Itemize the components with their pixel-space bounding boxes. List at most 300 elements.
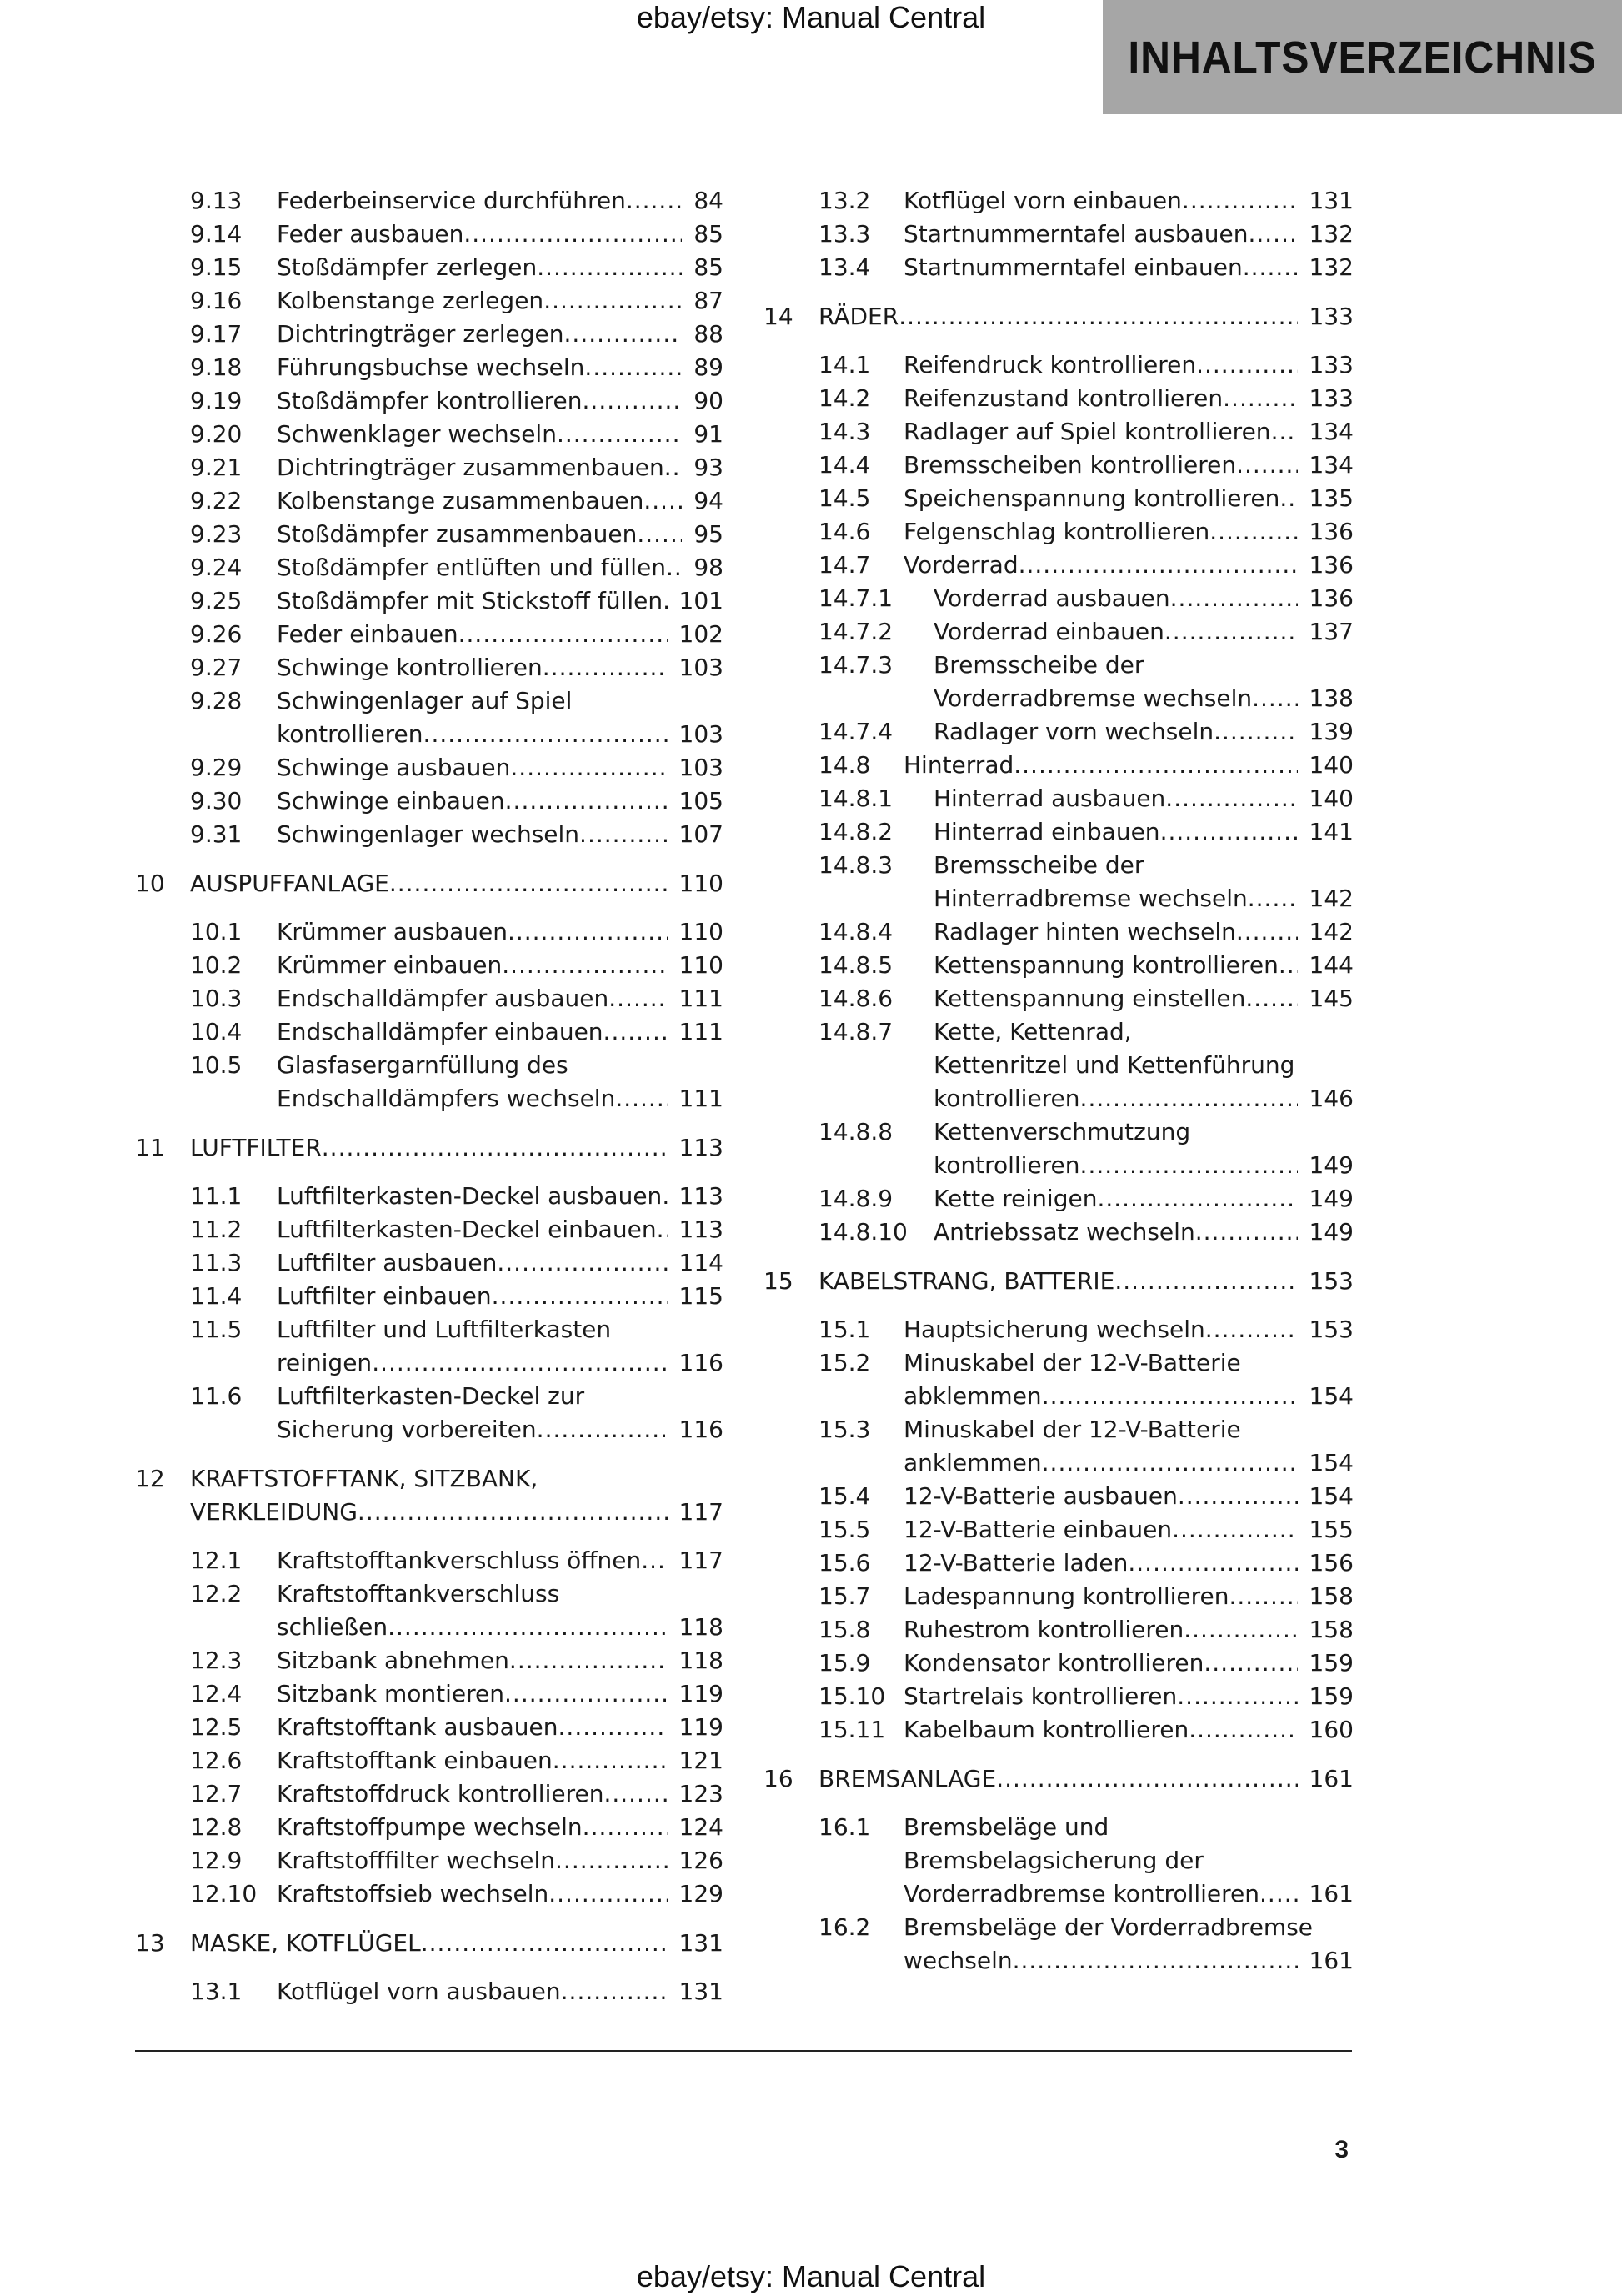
toc-entry[interactable] xyxy=(763,1513,1354,1547)
toc-entry-title: wechseln xyxy=(904,1947,1013,1974)
toc-entry-page: 103 xyxy=(678,654,723,681)
toc-leader-dots xyxy=(388,1611,667,1644)
toc-entry-number: 14.8.2 xyxy=(819,818,894,845)
toc-entry[interactable] xyxy=(763,915,1354,949)
toc-entry[interactable] xyxy=(763,482,1354,515)
toc-entry[interactable] xyxy=(135,1844,723,1877)
toc-entry-title: Minuskabel der 12-V-Batterie xyxy=(904,1416,1241,1443)
toc-entry[interactable] xyxy=(763,300,1354,333)
toc-entry[interactable] xyxy=(135,1015,723,1049)
toc-entry[interactable] xyxy=(135,384,723,418)
toc-entry-number: 14.6 xyxy=(819,518,871,545)
toc-entry-title: Radlager auf Spiel kontrollieren xyxy=(904,418,1271,445)
toc-entry-page: 113 xyxy=(678,1182,723,1210)
toc-entry-number: 9.18 xyxy=(190,353,243,381)
toc-leader-dots xyxy=(1248,218,1297,251)
toc-entry-title: Dichtringträger zusammenbauen xyxy=(277,454,664,481)
toc-entry-number: 14.5 xyxy=(819,484,871,512)
toc-entry-title: Hinterrad xyxy=(904,751,1014,779)
toc-entry-title: Federbeinservice durchführen xyxy=(277,187,626,214)
toc-entry-title: Startnummerntafel einbauen xyxy=(904,253,1243,281)
toc-entry[interactable] xyxy=(763,782,1354,815)
toc-entry[interactable] xyxy=(763,715,1354,749)
toc-leader-dots xyxy=(1189,1713,1297,1747)
toc-entry[interactable] xyxy=(135,1927,723,1960)
toc-entry-title: Kraftstofftank ausbauen xyxy=(277,1713,558,1741)
toc-entry-number: 12.5 xyxy=(190,1713,243,1741)
toc-entry[interactable] xyxy=(135,1462,723,1529)
toc-entry-number: 14.7.4 xyxy=(819,718,894,745)
toc-entry-title: Luftfilterkasten-Deckel zur xyxy=(277,1382,585,1410)
toc-leader-dots xyxy=(1042,1380,1298,1413)
toc-entry-page: 158 xyxy=(1309,1616,1354,1643)
toc-entry[interactable] xyxy=(135,251,723,284)
toc-entry-number: 9.17 xyxy=(190,320,243,348)
toc-leader-dots xyxy=(1236,449,1297,482)
toc-entry-page: 110 xyxy=(678,918,723,945)
toc-entry[interactable] xyxy=(763,1346,1354,1413)
toc-leader-dots xyxy=(1080,1149,1298,1182)
toc-entry-page: 159 xyxy=(1309,1682,1354,1710)
toc-entry[interactable] xyxy=(135,651,723,684)
toc-entry[interactable] xyxy=(135,751,723,785)
toc-leader-dots xyxy=(1164,615,1298,649)
toc-entry-title: Minuskabel der 12-V-Batterie xyxy=(904,1349,1241,1376)
toc-entry-title: KABELSTRANG, BATTERIE xyxy=(819,1267,1115,1295)
toc-leader-dots xyxy=(423,718,668,751)
toc-entry-number: 9.27 xyxy=(190,654,243,681)
toc-entry-number: 9.31 xyxy=(190,820,243,848)
toc-entry-title: Kette, Kettenrad, xyxy=(934,1018,1132,1045)
toc-entry-title: Kette reinigen xyxy=(934,1185,1098,1212)
toc-entry-title: Hauptsicherung wechseln xyxy=(904,1316,1205,1343)
toc-entry[interactable] xyxy=(763,1115,1354,1182)
toc-entry[interactable] xyxy=(763,382,1354,415)
toc-entry-page: 156 xyxy=(1309,1549,1354,1577)
toc-entry[interactable] xyxy=(135,1544,723,1577)
toc-entry-title: Feder einbauen xyxy=(277,620,458,648)
toc-entry-title: Schwinge kontrollieren xyxy=(277,654,543,681)
toc-entry-number: 15 xyxy=(763,1267,793,1295)
toc-leader-dots xyxy=(1196,348,1297,382)
toc-entry-title: Kondensator kontrollieren xyxy=(904,1649,1204,1677)
toc-leader-dots xyxy=(637,518,682,551)
toc-leader-dots xyxy=(463,218,682,251)
toc-entry[interactable] xyxy=(135,867,723,900)
toc-entry[interactable] xyxy=(763,582,1354,615)
toc-leader-dots xyxy=(458,618,668,651)
toc-entry-number: 15.7 xyxy=(819,1582,871,1610)
toc-entry[interactable] xyxy=(763,1480,1354,1513)
toc-entry-number: 12 xyxy=(135,1465,165,1492)
toc-entry[interactable] xyxy=(763,184,1354,218)
toc-entry[interactable] xyxy=(135,1975,723,2008)
toc-entry-page: 149 xyxy=(1309,1185,1354,1212)
toc-entry-title: Reifendruck kontrollieren xyxy=(904,351,1197,378)
toc-entry[interactable] xyxy=(135,551,723,584)
toc-entry[interactable] xyxy=(763,515,1354,549)
toc-entry-title: MASKE, KOTFLÜGEL xyxy=(190,1929,421,1957)
toc-entry-title: Kraftstofffilter wechseln xyxy=(277,1847,556,1874)
toc-leader-dots xyxy=(505,785,668,818)
watermark-bottom: ebay/etsy: Manual Central xyxy=(636,2259,986,2293)
toc-entry-page: 111 xyxy=(678,985,723,1012)
page-number: 3 xyxy=(1334,2136,1349,2163)
toc-entry[interactable] xyxy=(763,615,1354,649)
toc-entry-page: 103 xyxy=(678,720,723,748)
toc-entry-number: 13.1 xyxy=(190,1978,243,2005)
toc-entry[interactable] xyxy=(135,618,723,651)
toc-entry[interactable] xyxy=(135,218,723,251)
toc-entry-page: 154 xyxy=(1309,1382,1354,1410)
toc-entry-number: 13 xyxy=(135,1929,165,1957)
toc-entry-page: 107 xyxy=(678,820,723,848)
toc-entry-page: 142 xyxy=(1309,918,1354,945)
toc-entry-page: 138 xyxy=(1309,684,1354,712)
toc-entry[interactable] xyxy=(135,1744,723,1777)
toc-entry[interactable] xyxy=(763,1613,1354,1647)
toc-entry-page: 140 xyxy=(1309,785,1354,812)
toc-entry-title: Speichenspannung kontrollieren xyxy=(904,484,1280,512)
toc-entry-number: 14.8.1 xyxy=(819,785,894,812)
toc-entry-title: Kotflügel vorn ausbauen xyxy=(277,1978,561,2005)
toc-leader-dots xyxy=(508,915,668,949)
toc-entry-page: 119 xyxy=(678,1680,723,1707)
toc-entry-title: Schwingenlager wechseln xyxy=(277,820,580,848)
toc-entry-title: Krümmer einbauen xyxy=(277,951,503,979)
toc-entry-number: 12.3 xyxy=(190,1647,243,1674)
toc-leader-dots xyxy=(1252,682,1297,715)
toc-entry[interactable] xyxy=(135,818,723,851)
toc-entry[interactable] xyxy=(135,1677,723,1711)
toc-entry[interactable] xyxy=(135,1313,723,1380)
toc-entry-number: 15.8 xyxy=(819,1616,871,1643)
toc-entry[interactable] xyxy=(763,1713,1354,1747)
toc-leader-dots xyxy=(641,1544,667,1577)
toc-entry-title: kontrollieren xyxy=(934,1085,1080,1112)
toc-entry-page: 110 xyxy=(678,951,723,979)
toc-entry[interactable] xyxy=(763,415,1354,449)
toc-entry[interactable] xyxy=(763,218,1354,251)
toc-entry-number: 12.6 xyxy=(190,1747,243,1774)
toc-entry[interactable] xyxy=(763,1313,1354,1346)
toc-entry-title: Bremsbeläge und xyxy=(904,1813,1109,1841)
toc-entry-number: 9.25 xyxy=(190,587,243,614)
toc-entry-title: Kettenspannung kontrollieren xyxy=(934,951,1279,979)
toc-entry[interactable] xyxy=(135,1280,723,1313)
toc-entry-page: 161 xyxy=(1309,1765,1354,1792)
toc-entry-number: 12.7 xyxy=(190,1780,243,1807)
toc-entry[interactable] xyxy=(135,1711,723,1744)
toc-entry-number: 14.8.4 xyxy=(819,918,894,945)
toc-entry-number: 11.2 xyxy=(190,1216,243,1243)
toc-entry[interactable] xyxy=(763,1547,1354,1580)
toc-entry-page: 110 xyxy=(678,870,723,897)
toc-entry[interactable] xyxy=(763,549,1354,582)
toc-leader-dots xyxy=(1097,1182,1297,1216)
toc-entry-page: 121 xyxy=(678,1747,723,1774)
toc-leader-dots xyxy=(1160,815,1298,849)
toc-entry-number: 10.4 xyxy=(190,1018,243,1045)
toc-entry-number: 14.1 xyxy=(819,351,871,378)
toc-entry[interactable] xyxy=(763,982,1354,1015)
toc-entry-title: Radlager hinten wechseln xyxy=(934,918,1236,945)
toc-leader-dots xyxy=(664,451,683,484)
toc-entry-number: 16 xyxy=(763,1765,793,1792)
toc-entry-number: 15.6 xyxy=(819,1549,871,1577)
toc-entry-page: 160 xyxy=(1309,1716,1354,1743)
toc-entry-number: 9.23 xyxy=(190,520,243,548)
toc-entry-page: 98 xyxy=(693,554,723,581)
toc-entry-number: 16.1 xyxy=(819,1813,871,1841)
toc-entry-page: 105 xyxy=(678,787,723,815)
toc-entry[interactable] xyxy=(763,1647,1354,1680)
toc-entry[interactable] xyxy=(135,1644,723,1677)
toc-entry-title: reinigen xyxy=(277,1349,373,1376)
toc-entry[interactable] xyxy=(135,518,723,551)
toc-entry[interactable] xyxy=(135,1213,723,1246)
toc-entry[interactable] xyxy=(135,982,723,1015)
toc-entry[interactable] xyxy=(135,284,723,318)
toc-entry-page: 133 xyxy=(1309,384,1354,412)
toc-entry-page: 87 xyxy=(693,287,723,314)
toc-entry[interactable] xyxy=(135,418,723,451)
toc-entry[interactable] xyxy=(763,348,1354,382)
toc-leader-dots xyxy=(322,1131,668,1165)
toc-leader-dots xyxy=(497,1246,667,1280)
toc-entry-title: Kettenspannung einstellen xyxy=(934,985,1246,1012)
toc-entry-page: 102 xyxy=(678,620,723,648)
toc-entry[interactable] xyxy=(763,1182,1354,1216)
toc-entry-title: Sicherung vorbereiten xyxy=(277,1416,537,1443)
toc-entry-number: 11 xyxy=(135,1134,165,1161)
toc-entry-page: 133 xyxy=(1309,303,1354,330)
toc-entry-number: 15.4 xyxy=(819,1482,871,1510)
toc-leader-dots xyxy=(1236,915,1298,949)
toc-entry-page: 137 xyxy=(1309,618,1354,645)
toc-leader-dots xyxy=(1259,1877,1298,1911)
toc-entry[interactable] xyxy=(763,749,1354,782)
toc-leader-dots xyxy=(1214,715,1297,749)
toc-entry[interactable] xyxy=(135,684,723,751)
toc-entry-page: 153 xyxy=(1309,1316,1354,1343)
toc-entry-page: 144 xyxy=(1309,951,1354,979)
toc-entry-title: Stoßdämpfer mit Stickstoff füllen xyxy=(277,587,663,614)
toc-leader-dots xyxy=(603,1015,668,1049)
toc-entry[interactable] xyxy=(763,849,1354,915)
toc-entry-number: 11.4 xyxy=(190,1282,243,1310)
toc-entry[interactable] xyxy=(763,251,1354,284)
toc-entry[interactable] xyxy=(135,915,723,949)
toc-leader-dots xyxy=(553,1744,668,1777)
toc-entry-page: 154 xyxy=(1309,1482,1354,1510)
toc-leader-dots xyxy=(543,651,668,684)
toc-entry-page: 118 xyxy=(678,1647,723,1674)
toc-entry-title: Endschalldämpfer ausbauen xyxy=(277,985,609,1012)
toc-entry-title: Krümmer ausbauen xyxy=(277,918,508,945)
toc-entry-page: 134 xyxy=(1309,418,1354,445)
toc-entry[interactable] xyxy=(763,649,1354,715)
toc-entry-page: 146 xyxy=(1309,1085,1354,1112)
toc-entry-number: 9.15 xyxy=(190,253,243,281)
toc-entry-title: AUSPUFFANLAGE xyxy=(190,870,389,897)
toc-entry-title: BREMSANLAGE xyxy=(819,1765,997,1792)
toc-entry-number: 9.30 xyxy=(190,787,243,815)
toc-entry[interactable] xyxy=(135,451,723,484)
toc-entry[interactable] xyxy=(135,1131,723,1165)
toc-entry[interactable] xyxy=(135,1577,723,1644)
toc-entry-title: VERKLEIDUNG xyxy=(190,1498,358,1526)
toc-entry-page: 123 xyxy=(678,1780,723,1807)
toc-entry-number: 14.8.10 xyxy=(819,1218,908,1246)
toc-entry-title: Kettenritzel und Kettenführung xyxy=(934,1051,1295,1079)
toc-entry-number: 14.8.8 xyxy=(819,1118,894,1145)
toc-entry-page: 117 xyxy=(678,1547,723,1574)
toc-entry[interactable] xyxy=(135,1246,723,1280)
toc-entry-title: Kraftstoffsieb wechseln xyxy=(277,1880,549,1907)
toc-entry-page: 142 xyxy=(1309,885,1354,912)
toc-entry-title: 12-V-Batterie ausbauen xyxy=(904,1482,1178,1510)
toc-entry-page: 149 xyxy=(1309,1218,1354,1246)
toc-leader-dots xyxy=(1223,382,1297,415)
toc-entry-title: Kabelbaum kontrollieren xyxy=(904,1716,1189,1743)
toc-leader-dots xyxy=(1177,1680,1297,1713)
toc-entry[interactable] xyxy=(763,1811,1354,1911)
toc-entry-title: Schwinge einbauen xyxy=(277,787,505,815)
toc-entry-title: Reifenzustand kontrollieren xyxy=(904,384,1224,412)
toc-entry[interactable] xyxy=(135,1049,723,1115)
toc-entry[interactable] xyxy=(135,949,723,982)
toc-leader-dots xyxy=(358,1496,668,1529)
toc-entry[interactable] xyxy=(763,1216,1354,1249)
toc-entry-page: 132 xyxy=(1309,220,1354,248)
toc-entry-title: Stoßdämpfer entlüften und füllen xyxy=(277,554,666,581)
toc-entry-title: Sitzbank abnehmen xyxy=(277,1647,509,1674)
toc-entry-title: Kraftstoffpumpe wechseln xyxy=(277,1813,583,1841)
toc-leader-dots xyxy=(548,1877,667,1911)
toc-leader-dots xyxy=(1271,415,1298,449)
toc-entry[interactable] xyxy=(763,1265,1354,1298)
toc-entry[interactable] xyxy=(135,484,723,518)
toc-entry-title: Stoßdämpfer kontrollieren xyxy=(277,387,583,414)
toc-entry-page: 116 xyxy=(678,1349,723,1376)
toc-entry[interactable] xyxy=(763,1580,1354,1613)
toc-entry-number: 9.13 xyxy=(190,187,243,214)
toc-leader-dots xyxy=(1013,1944,1298,1978)
toc-leader-dots xyxy=(1184,1613,1297,1647)
toc-entry-title: Feder ausbauen xyxy=(277,220,464,248)
toc-entry[interactable] xyxy=(763,1015,1354,1115)
toc-entry-title: Vorderrad ausbauen xyxy=(934,584,1170,612)
toc-entry-number: 15.9 xyxy=(819,1649,871,1677)
toc-entry[interactable] xyxy=(135,184,723,218)
section-header-box xyxy=(1103,0,1622,114)
toc-entry[interactable] xyxy=(763,815,1354,849)
toc-entry[interactable] xyxy=(763,1680,1354,1713)
toc-entry-page: 131 xyxy=(1309,187,1354,214)
toc-leader-dots xyxy=(615,1082,667,1115)
toc-entry-number: 12.2 xyxy=(190,1580,243,1607)
toc-entry-title: Führungsbuchse wechseln xyxy=(277,353,585,381)
toc-entry-title: Kolbenstange zusammenbauen xyxy=(277,487,644,514)
toc-entry[interactable] xyxy=(135,318,723,351)
toc-entry[interactable] xyxy=(135,1811,723,1844)
toc-entry[interactable] xyxy=(763,949,1354,982)
toc-leader-dots xyxy=(1170,582,1298,615)
toc-entry-number: 14.4 xyxy=(819,451,871,479)
toc-entry-number: 14.8.5 xyxy=(819,951,894,979)
toc-entry[interactable] xyxy=(135,1380,723,1446)
toc-entry-number: 12.9 xyxy=(190,1847,243,1874)
toc-entry[interactable] xyxy=(763,1413,1354,1480)
toc-entry-number: 10.1 xyxy=(190,918,243,945)
toc-entry-number: 15.10 xyxy=(819,1682,886,1710)
toc-entry-number: 13.2 xyxy=(819,187,871,214)
toc-entry-page: 88 xyxy=(693,320,723,348)
toc-leader-dots xyxy=(1014,749,1297,782)
toc-entry-page: 155 xyxy=(1309,1516,1354,1543)
toc-leader-dots xyxy=(603,1777,667,1811)
toc-entry-title: 12-V-Batterie laden xyxy=(904,1549,1129,1577)
toc-entry[interactable] xyxy=(135,1180,723,1213)
toc-entry-title: kontrollieren xyxy=(277,720,423,748)
toc-entry-page: 90 xyxy=(693,387,723,414)
toc-entry-title: Luftfilter ausbauen xyxy=(277,1249,498,1276)
toc-entry-number: 15.1 xyxy=(819,1316,871,1343)
toc-entry-number: 9.14 xyxy=(190,220,243,248)
toc-entry-title: Luftfilterkasten-Deckel einbauen xyxy=(277,1216,657,1243)
toc-entry-page: 129 xyxy=(678,1880,723,1907)
toc-entry-title: anklemmen xyxy=(904,1449,1042,1476)
toc-entry-page: 124 xyxy=(678,1813,723,1841)
toc-entry-page: 132 xyxy=(1309,253,1354,281)
toc-entry-page: 133 xyxy=(1309,351,1354,378)
toc-entry-title: Sitzbank montieren xyxy=(277,1680,505,1707)
toc-entry-page: 113 xyxy=(678,1216,723,1243)
toc-leader-dots xyxy=(509,1644,668,1677)
toc-entry-title: Schwenklager wechseln xyxy=(277,420,557,448)
toc-entry-number: 11.6 xyxy=(190,1382,243,1410)
toc-entry[interactable] xyxy=(763,449,1354,482)
toc-leader-dots xyxy=(1165,782,1297,815)
toc-entry[interactable] xyxy=(135,351,723,384)
toc-entry[interactable] xyxy=(763,1911,1354,1978)
toc-entry-number: 12.10 xyxy=(190,1880,258,1907)
toc-entry[interactable] xyxy=(135,584,723,618)
watermark-top: ebay/etsy: Manual Central xyxy=(636,0,986,34)
toc-entry-number: 14.8.9 xyxy=(819,1185,894,1212)
section-title: INHALTSVERZEICHNIS xyxy=(1128,33,1597,83)
toc-entry[interactable] xyxy=(763,1762,1354,1796)
toc-entry-title: Ladespannung kontrollieren xyxy=(904,1582,1229,1610)
toc-entry-number: 14.7 xyxy=(819,551,871,579)
toc-entry[interactable] xyxy=(135,1877,723,1911)
toc-leader-dots xyxy=(537,1413,668,1446)
toc-entry-page: 136 xyxy=(1309,551,1354,579)
toc-entry-page: 131 xyxy=(678,1929,723,1957)
toc-entry[interactable] xyxy=(135,785,723,818)
toc-entry-title: Felgenschlag kontrollieren xyxy=(904,518,1210,545)
toc-entry-number: 9.16 xyxy=(190,287,243,314)
toc-leader-dots xyxy=(626,184,683,218)
toc-entry-title: Bremsscheibe der xyxy=(934,651,1144,679)
toc-leader-dots xyxy=(1248,882,1298,915)
toc-entry-number: 11.1 xyxy=(190,1182,243,1210)
toc-entry-title: Luftfilterkasten-Deckel ausbauen xyxy=(277,1182,663,1210)
toc-entry-page: 84 xyxy=(693,187,723,214)
toc-entry[interactable] xyxy=(135,1777,723,1811)
toc-entry-number: 15.2 xyxy=(819,1349,871,1376)
